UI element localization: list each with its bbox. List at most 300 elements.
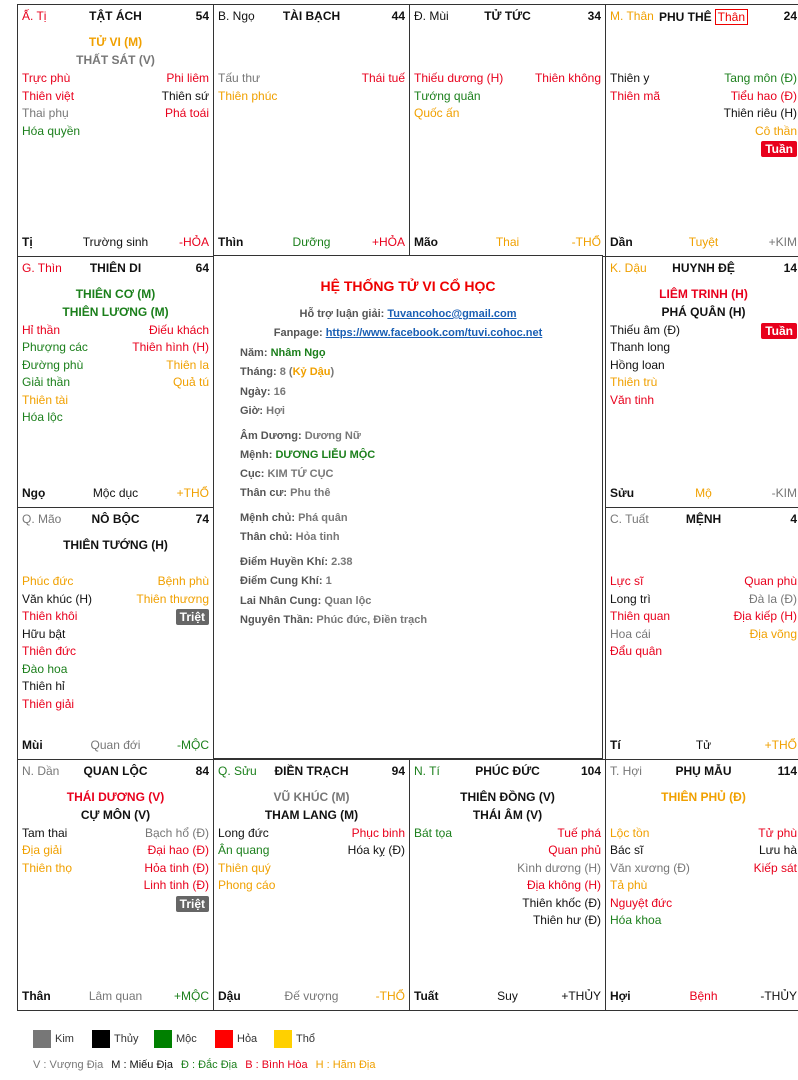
star-row [610, 861, 797, 879]
info-value: Quan lộc [324, 595, 372, 607]
star-row [610, 358, 797, 376]
star-right: Bệnh phù [157, 574, 209, 588]
palace-element: +HỎA [371, 234, 405, 249]
palace-header [414, 764, 601, 780]
info-value: 2.38 [331, 556, 353, 568]
star-left: Hồng loan [610, 357, 665, 372]
life-stage: Mộ [695, 486, 712, 500]
info-label: Thân cư: [240, 487, 288, 499]
star-left: Tả phù [610, 878, 648, 892]
palace-footer [610, 235, 797, 250]
palace-footer [218, 989, 405, 1004]
star-right: Địa không (H) [526, 878, 601, 892]
palace-age-number: 54 [195, 9, 209, 23]
star-left: Thai phụ [22, 106, 69, 120]
star-left: Thiếu dương (H) [414, 71, 504, 85]
star-row [610, 323, 797, 341]
tuan-badge: Tuần [761, 141, 797, 157]
star-row [610, 124, 797, 142]
palace-name [218, 764, 405, 778]
star-left: Hóa khoa [610, 913, 662, 927]
palace-stem-branch: T. Hợi [610, 763, 642, 778]
palace-name-text: NÔ BỘC [91, 512, 140, 526]
star-row [218, 878, 405, 896]
star-row [22, 574, 209, 592]
star-right: Thiên không [534, 71, 601, 85]
legend-swatch [33, 1030, 51, 1048]
info-value: Phá quân [298, 512, 348, 524]
palace-cell[interactable] [17, 4, 214, 257]
main-star: VŨ KHÚC (M) [273, 789, 350, 804]
star-row [218, 843, 405, 861]
star-row [414, 913, 601, 931]
main-stars [606, 788, 798, 806]
star-left: Địa giải [22, 843, 63, 857]
palace-name-text: TỬ TỨC [484, 9, 531, 23]
star-row [22, 106, 209, 124]
info-value: DƯƠNG LIỄU MỘC [275, 449, 376, 461]
main-stars [18, 33, 213, 69]
life-stage: Bệnh [689, 989, 718, 1003]
star-row [610, 71, 797, 89]
palace-age-number: 4 [790, 512, 797, 526]
palace-cell[interactable] [605, 4, 798, 257]
legend-label: Mộc [176, 1033, 197, 1045]
palace-element: -THỦY [760, 989, 797, 1003]
star-left: Văn xương (Đ) [610, 860, 690, 875]
star-left: Long đức [218, 825, 269, 840]
star-left: Thiên quý [218, 860, 271, 875]
life-stage: Tử [695, 737, 712, 752]
palace-element: -MỘC [177, 737, 209, 752]
star-left: Thiên đức [22, 644, 77, 658]
star-row [22, 393, 209, 411]
palace-age-number: 34 [587, 9, 601, 23]
palace-cell[interactable] [409, 759, 606, 1012]
info-label: Điểm Cung Khí: [240, 575, 323, 587]
palace-cell[interactable] [409, 4, 606, 257]
palace-header [610, 512, 797, 528]
info-line [240, 405, 285, 417]
star-row [610, 574, 797, 592]
earthly-branch: Mão [414, 234, 438, 249]
star-row [414, 843, 601, 861]
earthly-branch: Mùi [22, 737, 43, 752]
main-star: THIÊN ĐỒNG (V) [460, 789, 555, 804]
info-line [240, 595, 371, 607]
legend-label: Thủy [114, 1033, 139, 1045]
star-left: Thiên y [610, 71, 650, 85]
minor-stars-list [414, 71, 601, 124]
star-right: Thái tuế [361, 71, 405, 85]
support-line [214, 308, 602, 320]
info-line [240, 468, 333, 480]
center-info-panel [213, 255, 603, 759]
star-row [22, 592, 209, 610]
legend-label: Kim [55, 1033, 74, 1045]
star-left: Thiên quan [610, 609, 671, 623]
star-right: Linh tinh (Đ) [143, 878, 209, 892]
star-right [761, 141, 797, 157]
palace-footer [414, 989, 601, 1004]
star-right: Phá toái [164, 106, 209, 120]
star-row [610, 644, 797, 662]
minor-stars-list [22, 323, 209, 428]
star-row [22, 878, 209, 896]
info-label: Ngày: [240, 386, 271, 398]
palace-header [22, 261, 209, 277]
palace-cell[interactable] [213, 759, 410, 1012]
star-left: Phượng các [22, 340, 88, 354]
palace-header [414, 9, 601, 25]
star-left: Thiên khôi [22, 609, 78, 623]
star-right: Cô thần [754, 123, 797, 138]
main-star: THIÊN CƠ (M) [75, 286, 156, 301]
star-row [414, 826, 601, 844]
palace-name [610, 512, 797, 526]
main-star: THÁI DƯƠNG (V) [66, 789, 165, 804]
info-value-close: ) [330, 366, 335, 378]
palace-footer [610, 486, 797, 501]
palace-stem-branch: K. Dậu [610, 260, 647, 275]
tuan-badge: Tuần [761, 323, 797, 339]
star-right: Thiên la [166, 357, 209, 372]
star-row [22, 410, 209, 428]
star-row [22, 679, 209, 697]
palace-stem-branch: C. Tuất [610, 512, 649, 526]
star-left: Tướng quân [414, 88, 481, 103]
palace-stem-branch: Q. Mão [22, 512, 62, 526]
star-row [610, 913, 797, 931]
life-stage: Dưỡng [292, 234, 331, 249]
palace-cell[interactable] [605, 759, 798, 1012]
star-left: Thiên phúc [218, 88, 278, 103]
main-star: TỬ VI (M) [88, 35, 143, 49]
star-left: Phong cáo [218, 878, 276, 892]
info-label: Mệnh: [240, 449, 273, 461]
star-row [22, 843, 209, 861]
star-left: Thiên mã [610, 88, 661, 103]
legend-swatch [92, 1030, 110, 1048]
palace-element: -THỔ [375, 989, 405, 1003]
info-value: Dương Nữ [304, 430, 361, 442]
palace-footer [22, 989, 209, 1004]
star-left: Văn tinh [610, 392, 655, 407]
star-left: Hóa quyền [22, 123, 81, 138]
palace-element: +THỔ [764, 737, 797, 752]
star-left: Lực sĩ [610, 574, 644, 588]
info-label: Lai Nhân Cung: [240, 595, 322, 607]
palace-footer [22, 738, 209, 753]
info-value: Hỏa tinh [295, 531, 340, 543]
tu-vi-chart-board [17, 4, 798, 1010]
info-value: Phúc đức, Điền trạch [316, 614, 428, 626]
support-email-link[interactable]: Tuvancohoc@gmail.com [387, 308, 517, 320]
star-left: Đẩu quân [610, 644, 663, 658]
star-left: Thiên tài [22, 392, 69, 407]
palace-header [22, 764, 209, 780]
palace-cell[interactable] [17, 759, 214, 1012]
info-line [240, 512, 348, 524]
star-left: Lộc tồn [610, 825, 650, 840]
minor-stars-list [610, 71, 797, 159]
star-row [414, 89, 601, 107]
star-left: Thiên việt [22, 88, 75, 103]
life-stage: Thai [495, 234, 520, 249]
earthly-branch: Dậu [218, 989, 241, 1003]
palace-stem-branch: N. Tí [414, 763, 440, 778]
palace-age-number: 114 [777, 763, 797, 778]
palace-name [22, 512, 209, 526]
main-stars [18, 536, 213, 554]
info-value: 8 ( [279, 366, 293, 378]
earthly-branch: Tị [22, 234, 33, 249]
star-row [610, 896, 797, 914]
support-label: Hỗ trợ luận giải: [299, 308, 385, 320]
star-row [610, 340, 797, 358]
fanpage-link[interactable]: https://www.facebook.com/tuvi.cohoc.net [325, 327, 543, 339]
main-star: THIÊN LƯƠNG (M) [62, 304, 169, 319]
info-line [240, 430, 361, 442]
star-row [610, 592, 797, 610]
main-star: THIÊN PHỦ (Đ) [661, 789, 746, 804]
star-right: Đà la (Đ) [748, 591, 797, 606]
palace-name-text: MỆNH [685, 512, 722, 526]
palace-stem-branch: Đ. Mùi [414, 9, 449, 23]
minor-stars-list [22, 826, 209, 914]
minor-stars-list [610, 323, 797, 411]
info-line [240, 366, 334, 378]
fanpage-label: Fanpage: [273, 327, 323, 339]
earthly-branch: Thân [22, 989, 51, 1003]
star-row [22, 826, 209, 844]
palace-header [22, 9, 209, 25]
star-left: Hoa cái [610, 626, 651, 641]
earthly-branch: Thìn [218, 234, 244, 249]
palace-age-number: 24 [783, 9, 797, 23]
main-star: CỰ MÔN (V) [80, 807, 151, 822]
star-right [176, 896, 209, 912]
star-right: Thiên sứ [161, 88, 209, 103]
palace-cell[interactable] [605, 507, 798, 760]
main-star: PHÁ QUÂN (H) [661, 304, 746, 319]
star-left: Đường phù [22, 357, 84, 372]
star-row [22, 861, 209, 879]
star-row [22, 89, 209, 107]
palace-footer [610, 738, 797, 753]
star-left: Thanh long [610, 340, 671, 354]
palace-element: -HỎA [179, 234, 209, 249]
minor-stars-list [218, 71, 405, 106]
palace-stem-branch: G. Thìn [22, 260, 62, 275]
palace-name [22, 764, 209, 778]
star-row [610, 393, 797, 411]
palace-name-text: PHÚC ĐỨC [475, 763, 540, 778]
star-right: Quan phủ [548, 843, 601, 857]
info-label: Nguyên Thần: [240, 614, 314, 626]
palace-cell[interactable] [17, 256, 214, 509]
star-row [414, 896, 601, 914]
star-row [610, 89, 797, 107]
palace-age-number: 104 [580, 763, 601, 778]
star-row [414, 106, 601, 124]
earthly-branch: Hợi [610, 989, 631, 1003]
palace-name [22, 9, 209, 23]
star-row [22, 340, 209, 358]
palace-element: -THỔ [571, 234, 601, 249]
palace-header [218, 9, 405, 25]
life-stage: Suy [497, 989, 518, 1003]
star-right: Địa võng [749, 626, 797, 641]
minor-stars-list [610, 826, 797, 931]
star-right: Hóa kỵ (Đ) [347, 843, 405, 857]
palace-element: +THỔ [176, 486, 209, 500]
palace-name [218, 9, 405, 23]
star-row [610, 106, 797, 124]
star-row [610, 878, 797, 896]
star-left: Phúc đức [22, 574, 74, 588]
star-row [610, 375, 797, 393]
palace-stem-branch: Q. Sửu [218, 763, 257, 778]
star-row [22, 896, 209, 914]
abbreviation-item: B : Bình Hòa [245, 1059, 308, 1071]
star-right: Thiên hình (H) [132, 340, 209, 354]
palace-footer [610, 989, 797, 1004]
star-left: Quốc ấn [414, 106, 460, 120]
info-label: Tháng: [240, 366, 277, 378]
star-right: Tử phù [758, 825, 797, 840]
star-row [22, 697, 209, 715]
star-left: Hỉ thần [22, 322, 61, 337]
palace-name-text: HUYNH ĐỆ [672, 260, 735, 275]
than-badge: Thân [715, 9, 748, 25]
star-right: Quan phù [744, 574, 797, 588]
star-row [610, 843, 797, 861]
abbreviation-item: H : Hãm Địa [315, 1059, 376, 1071]
palace-footer [414, 235, 601, 250]
palace-element: -KIM [771, 486, 797, 500]
star-left: Thiên giải [22, 696, 75, 711]
info-line [240, 386, 286, 398]
star-row [22, 662, 209, 680]
info-label: Năm: [240, 347, 268, 359]
star-row [414, 878, 601, 896]
star-left: Thiếu âm (Đ) [610, 322, 681, 337]
star-left: Thiên thọ [22, 860, 73, 875]
star-right: Hỏa tinh (Đ) [144, 860, 209, 875]
star-right: Kình dương (H) [517, 860, 601, 875]
star-left: Đào hoa [22, 661, 68, 676]
star-left: Ân quang [218, 843, 270, 857]
palace-name-text: PHỤ MẪU [675, 763, 732, 778]
info-label: Điểm Huyền Khí: [240, 556, 329, 568]
palace-name-text: THIÊN DI [89, 260, 142, 275]
info-line [240, 614, 427, 626]
legend-swatch [274, 1030, 292, 1048]
main-star: THÁI ÂM (V) [472, 807, 543, 822]
star-right: Phục binh [351, 825, 405, 840]
star-right: Tang môn (Đ) [724, 71, 797, 85]
info-value-extra: Kỷ Dậu [292, 366, 331, 378]
abbreviation-item: M : Miếu Địa [111, 1059, 173, 1071]
life-stage: Trường sinh [82, 234, 149, 249]
star-right: Lưu hà [758, 843, 797, 857]
minor-stars-list [414, 826, 601, 931]
info-label: Thân chủ: [240, 531, 293, 543]
star-row [22, 644, 209, 662]
palace-cell[interactable] [213, 4, 410, 257]
legend-swatch [154, 1030, 172, 1048]
palace-cell[interactable] [605, 256, 798, 509]
palace-age-number: 64 [195, 260, 209, 275]
palace-name [610, 764, 797, 778]
main-stars [18, 788, 213, 824]
palace-footer [22, 235, 209, 250]
star-row [218, 861, 405, 879]
info-label: Giờ: [240, 405, 264, 417]
star-row [22, 375, 209, 393]
triet-badge: Triệt [176, 609, 209, 625]
palace-header [610, 261, 797, 277]
star-left: Văn khúc (H) [22, 591, 93, 606]
palace-age-number: 74 [195, 512, 209, 526]
palace-name [414, 764, 601, 778]
earthly-branch: Ngọ [22, 486, 46, 500]
earthly-branch: Dần [610, 234, 633, 249]
star-right: Tuế phá [557, 825, 601, 840]
life-stage: Đế vượng [284, 989, 339, 1003]
minor-stars-list [22, 71, 209, 141]
star-row [22, 124, 209, 142]
abbreviation-item: V : Vượng Địa [33, 1059, 104, 1071]
star-right [176, 609, 209, 625]
info-value: 16 [273, 386, 286, 398]
star-left: Hữu bật [22, 626, 66, 641]
palace-stem-branch: N. Dần [22, 763, 60, 778]
main-stars [410, 788, 605, 824]
abbreviation-item: Đ : Đắc Địa [180, 1059, 238, 1071]
star-right [761, 323, 797, 339]
star-left: Trực phù [22, 71, 71, 85]
earthly-branch: Sửu [610, 486, 635, 500]
info-label: Mệnh chủ: [240, 512, 295, 524]
palace-stem-branch: Ấ. Tị [22, 9, 47, 23]
legend-label: Thổ [296, 1033, 315, 1045]
palace-name [22, 261, 209, 275]
star-right: Quả tú [172, 375, 209, 389]
star-row [22, 627, 209, 645]
star-left: Bát tọa [414, 825, 453, 840]
star-left: Long trì [610, 591, 651, 606]
palace-element: +KIM [768, 234, 797, 249]
palace-name-text: TÀI BẠCH [282, 9, 341, 23]
star-row [22, 323, 209, 341]
star-left: Bác sĩ [610, 843, 644, 857]
info-line [240, 556, 353, 568]
palace-footer [218, 235, 405, 250]
info-value: Phu thê [290, 487, 331, 499]
palace-name [610, 261, 797, 275]
minor-stars-list [218, 826, 405, 896]
star-row [610, 826, 797, 844]
star-row [22, 358, 209, 376]
palace-cell[interactable] [17, 507, 214, 760]
life-stage: Tuyệt [688, 234, 719, 249]
palace-name-text: QUAN LỘC [83, 763, 148, 778]
info-line [240, 347, 326, 359]
minor-stars-list [22, 574, 209, 714]
main-stars [18, 285, 213, 321]
